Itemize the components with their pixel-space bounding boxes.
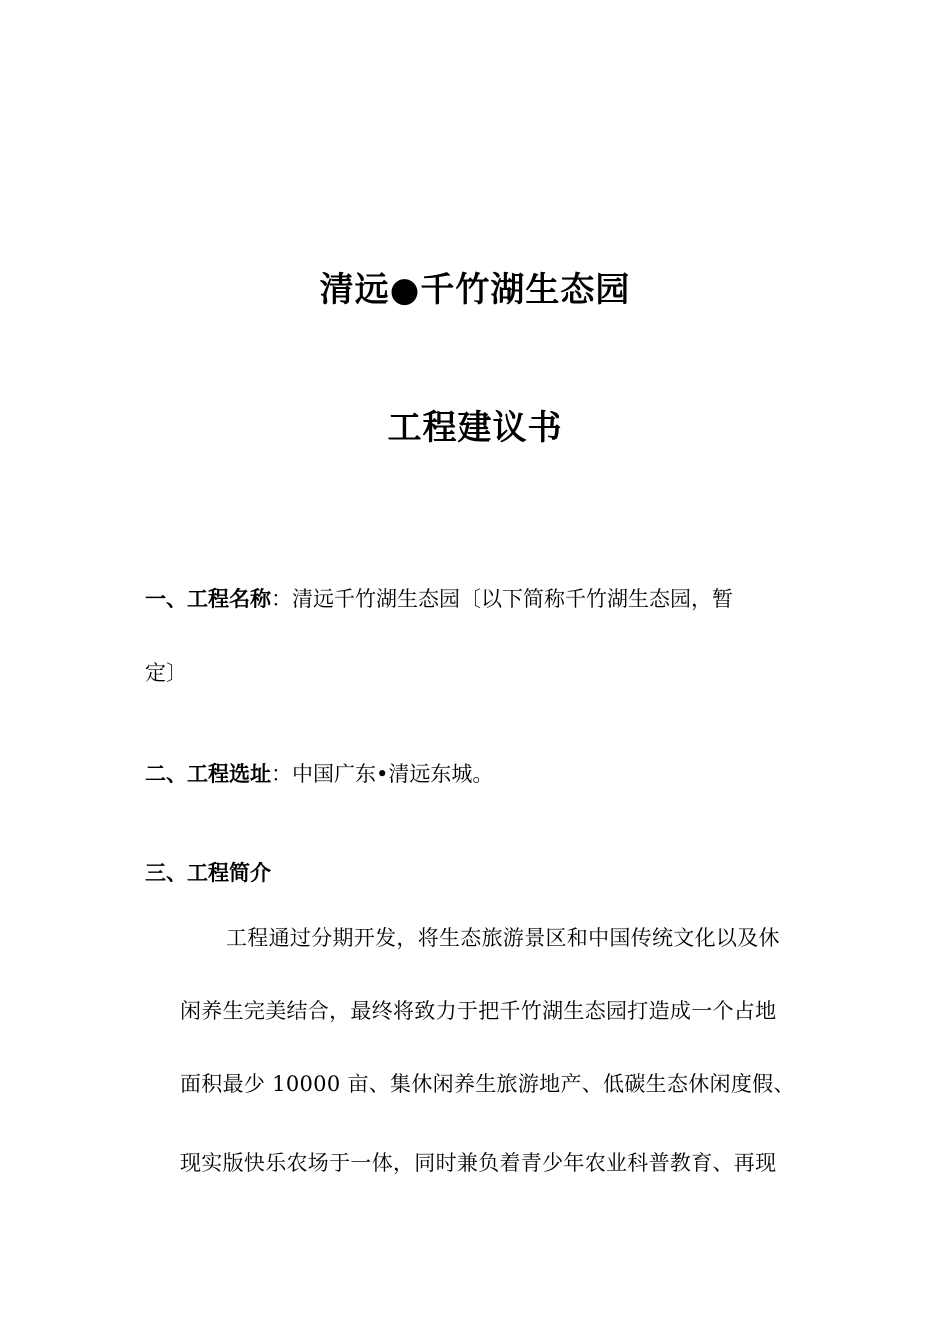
- document-subtitle: 工程建议书: [387, 408, 563, 448]
- section-label: 一、工程名称: [145, 587, 271, 611]
- section-project-location: [145, 760, 493, 788]
- paragraph-line: 闲养生完美结合，最终将致力于把千竹湖生态园打造成一个占地: [180, 999, 777, 1023]
- section-project-intro: [145, 859, 271, 887]
- section-label: 二、工程选址: [145, 762, 271, 786]
- section-label: 三、工程简介: [145, 861, 271, 885]
- section-project-name: [145, 585, 733, 613]
- section-colon: ：: [271, 762, 292, 786]
- section-project-name-continued: 定〕: [145, 661, 187, 685]
- document-title: 清远●千竹湖生态园: [319, 270, 631, 310]
- paragraph-line: 现实版快乐农场于一体，同时兼负着青少年农业科普教育、再现: [180, 1151, 777, 1175]
- section-text: 清远千竹湖生态园〔以下简称千竹湖生态园，暂: [292, 587, 733, 611]
- paragraph-line: 面积最少 10000 亩、集休闲养生旅游地产、低碳生态休闲度假、: [180, 1072, 795, 1096]
- section-colon: ：: [271, 587, 292, 611]
- paragraph-line: 工程通过分期开发，将生态旅游景区和中国传统文化以及休: [226, 926, 780, 950]
- section-text: 中国广东•清远东城。: [292, 762, 494, 786]
